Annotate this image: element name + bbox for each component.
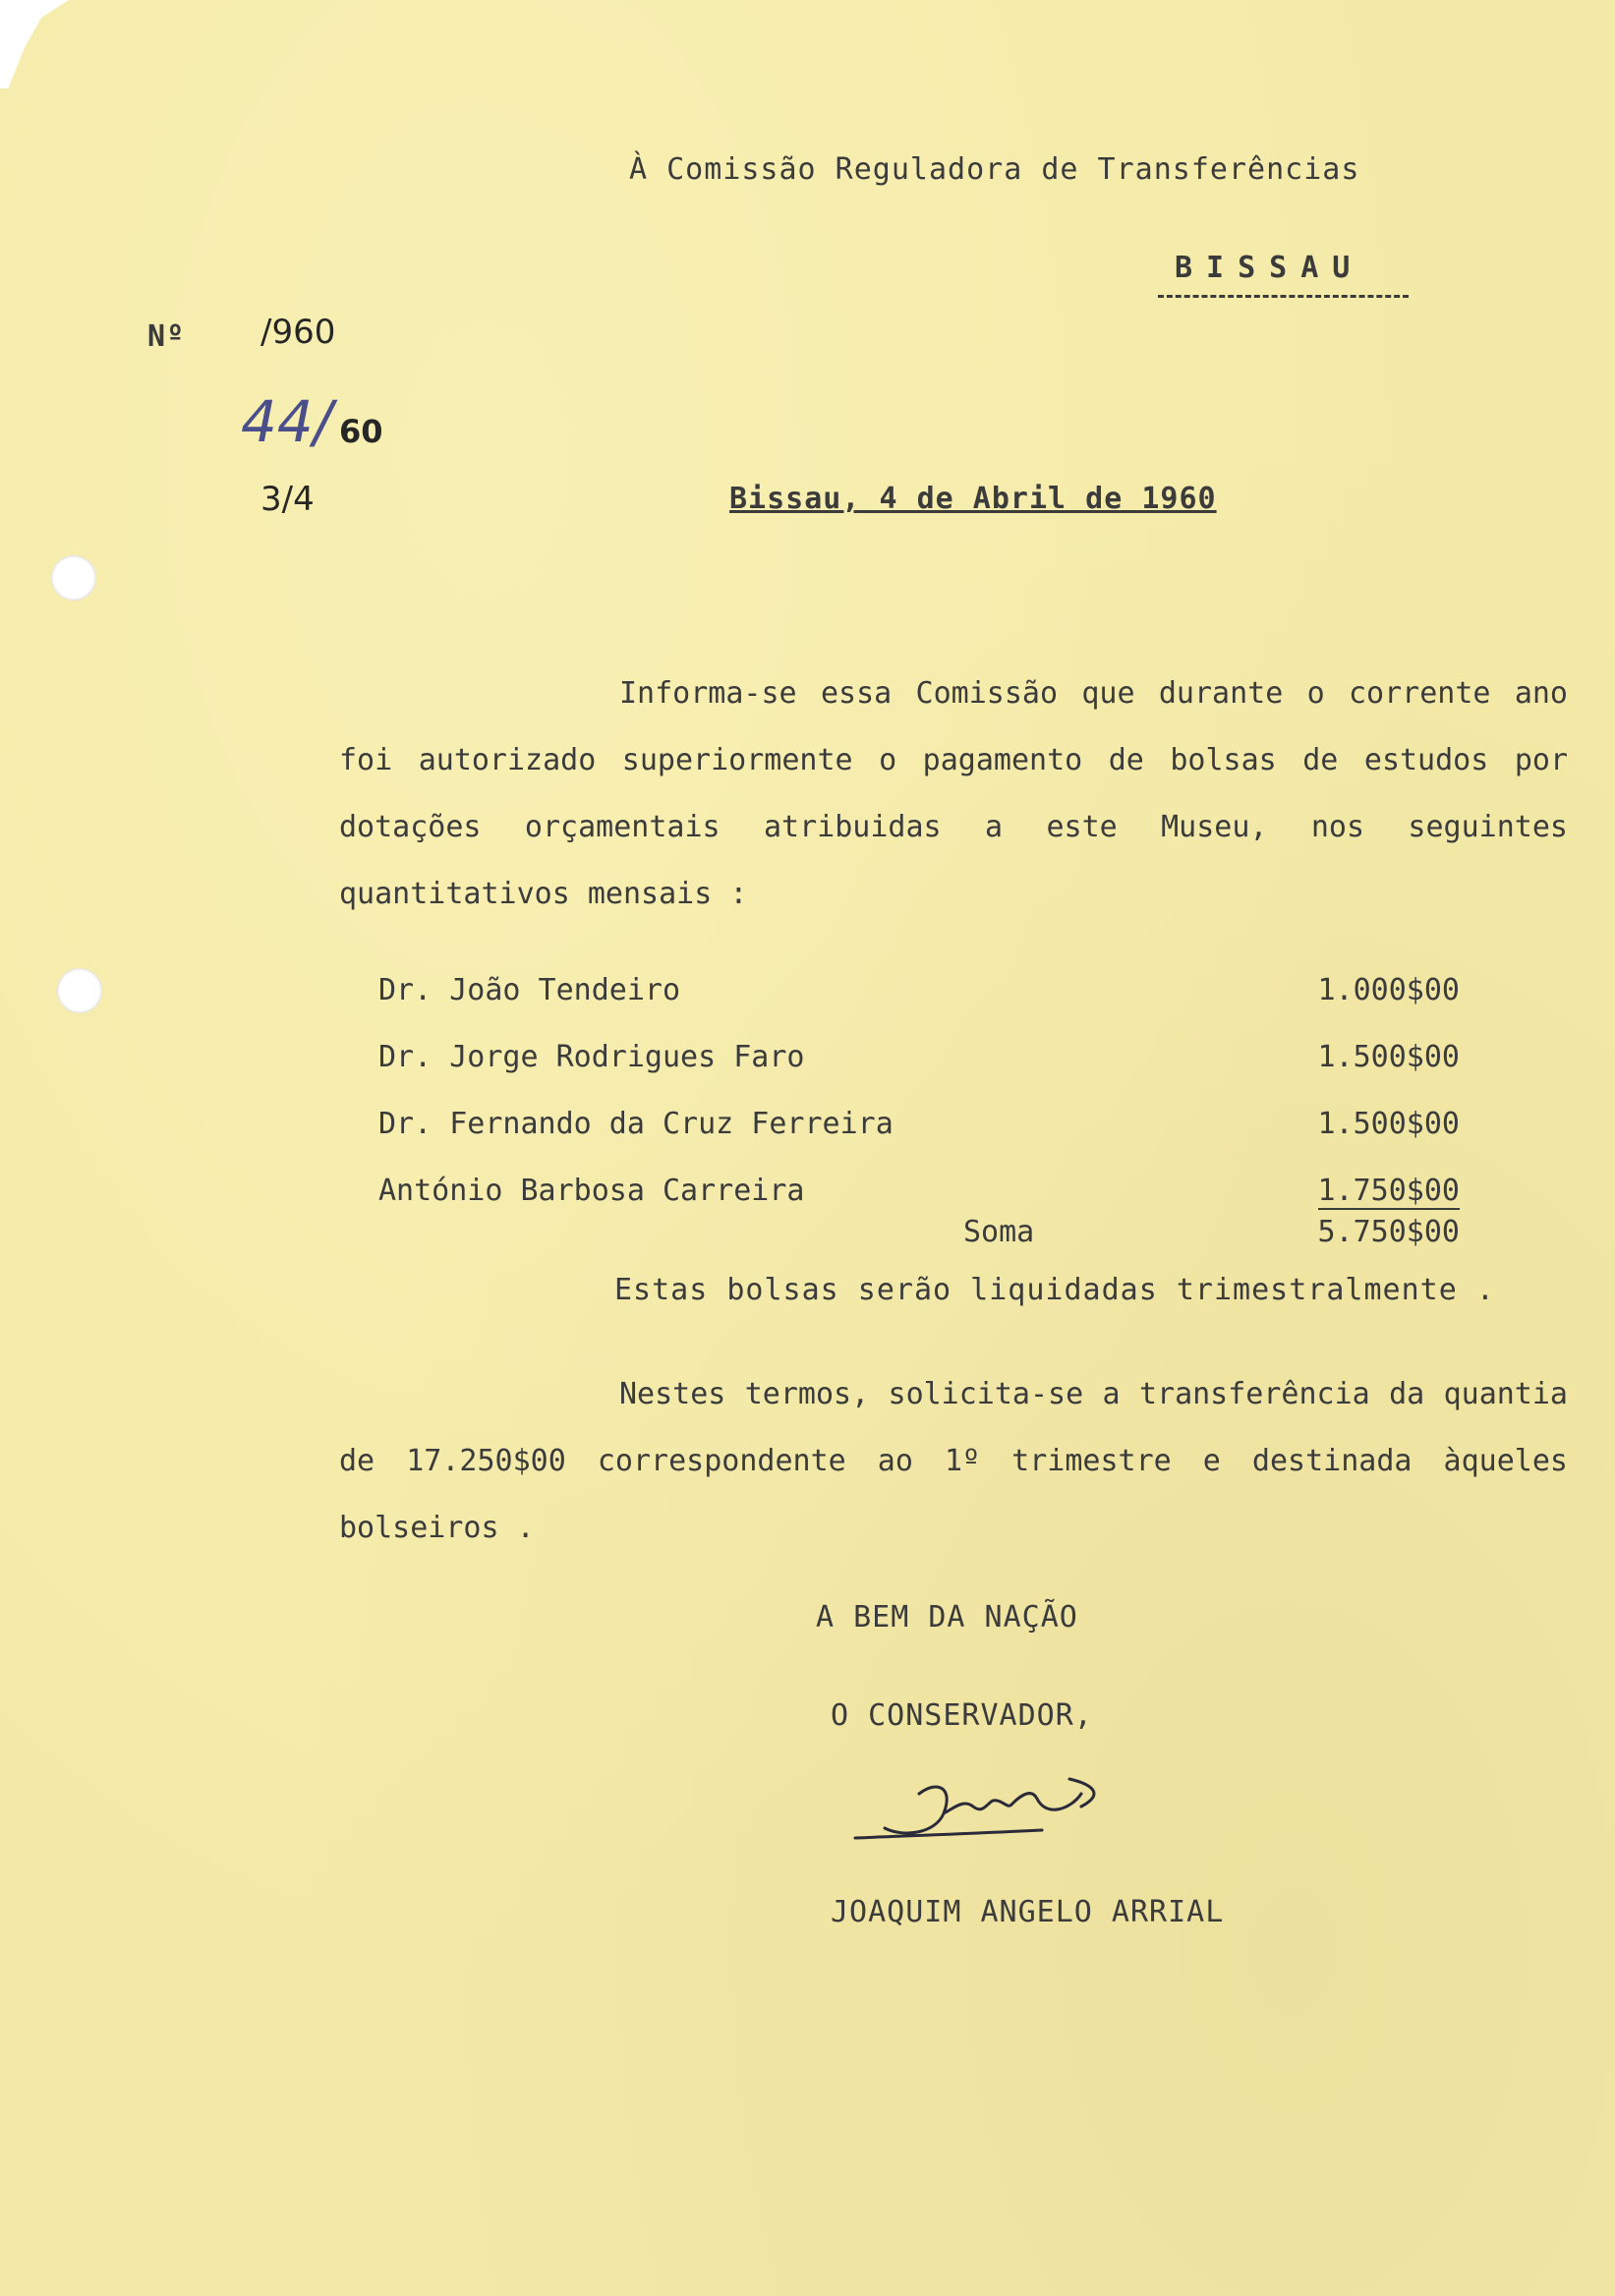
city-underline xyxy=(1158,295,1409,298)
total-label: Soma xyxy=(963,1215,1035,1249)
punch-hole-lower xyxy=(57,968,102,1013)
city-heading: BISSAU xyxy=(1175,251,1364,285)
handwritten-reference: 44/ xyxy=(241,388,333,455)
intro-paragraph: Informa-se essa Comissão que durante o corrente ano foi autorizado superiormente o pagamento de bolsas de estudos por dotações orçamentais atribuidas a este Museu, nos seguintes quantitativos mensais : xyxy=(339,676,1568,911)
grant-amount: 1.500$00 xyxy=(1317,1107,1460,1141)
grant-name: Dr. Fernando da Cruz Ferreira xyxy=(378,1107,894,1141)
grant-row xyxy=(378,1040,1460,1079)
grant-name: António Barbosa Carreira xyxy=(378,1174,805,1208)
handwritten-code: 3/4 xyxy=(260,480,315,519)
grant-amount: 1.500$00 xyxy=(1317,1040,1460,1074)
grant-row xyxy=(378,973,1460,1012)
grant-row xyxy=(378,1174,1460,1213)
grant-row xyxy=(378,1107,1460,1146)
grant-amount: 1.000$00 xyxy=(1317,973,1460,1007)
torn-corner xyxy=(0,0,69,88)
settlement-note: Estas bolsas serão liquidadas trimestralmente . xyxy=(614,1273,1495,1307)
number-label: Nº xyxy=(147,319,186,354)
grant-name: Dr. Jorge Rodrigues Faro xyxy=(378,1040,805,1074)
grant-amount: 1.750$00 xyxy=(1317,1174,1460,1208)
date-line: Bissau, 4 de Abril de 1960 xyxy=(729,482,1217,516)
closing-title: O CONSERVADOR, xyxy=(831,1698,1093,1733)
total-row xyxy=(963,1215,1460,1254)
handwritten-reference-suffix: 60 xyxy=(339,413,383,450)
grant-name: Dr. João Tendeiro xyxy=(378,973,681,1007)
number-value: /960 xyxy=(260,313,336,352)
total-amount: 5.750$00 xyxy=(1317,1215,1460,1249)
addressee-line: À Comissão Reguladora de Transferências xyxy=(629,152,1360,187)
closing-salutation: A BEM DA NAÇÃO xyxy=(816,1600,1078,1635)
handwritten-signature xyxy=(845,1759,1140,1867)
request-paragraph: Nestes termos, solicita-se a transferência da quantia de 17.250$00 correspondente ao 1º trimestre e destinada àqueles bolseiros . xyxy=(339,1377,1568,1545)
signatory-name: JOAQUIM ANGELO ARRIAL xyxy=(831,1895,1225,1929)
punch-hole-upper xyxy=(51,555,96,601)
